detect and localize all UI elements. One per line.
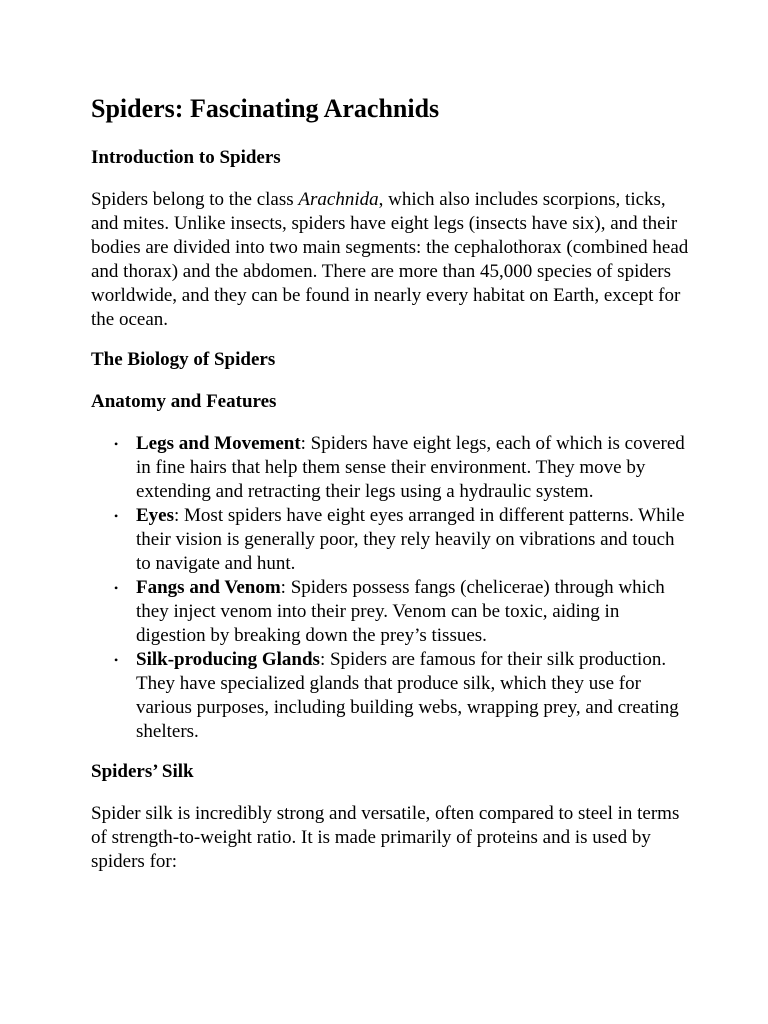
biology-heading: The Biology of Spiders	[91, 349, 276, 370]
bullet-icon: •	[114, 653, 119, 667]
list-item	[114, 504, 691, 576]
document-page	[91, 92, 691, 890]
bullet-icon: •	[114, 509, 119, 523]
list-item-term: Legs and Movement	[136, 433, 301, 454]
silk-paragraph: Spider silk is incredibly strong and versatile, often compared to steel in terms of strength-to-weight ratio. It is made primarily of proteins and is used by spiders for:	[91, 803, 680, 872]
list-item-text: : Spiders possess fangs (chelicerae) through which they inject venom into their prey. Venom can be toxic, aiding in digestion by breaking down the prey’s tissues.	[136, 577, 665, 646]
anatomy-list	[91, 432, 691, 744]
list-item-text: : Most spiders have eight eyes arranged in different patterns. While their vision is generally poor, they rely heavily on vibrations and touch to navigate and hunt.	[136, 505, 685, 574]
list-item-term: Silk-producing Glands	[136, 649, 320, 670]
list-item	[114, 648, 691, 744]
list-item-text: : Spiders are famous for their silk production. They have specialized glands that produce silk, which they use for various purposes, including building webs, wrapping prey, and creating shelters.	[136, 649, 679, 742]
list-item	[114, 576, 691, 648]
bullet-icon: •	[114, 437, 119, 451]
intro-paragraph	[91, 188, 691, 332]
intro-heading: Introduction to Spiders	[91, 147, 281, 168]
intro-italic-term: Arachnida	[298, 189, 379, 210]
bullet-icon: •	[114, 581, 119, 595]
list-item	[114, 432, 691, 504]
list-item-term: Eyes	[136, 505, 174, 526]
list-item-term: Fangs and Venom	[136, 577, 281, 598]
document-title: Spiders: Fascinating Arachnids	[91, 94, 440, 123]
intro-text-before: Spiders belong to the class	[91, 189, 299, 210]
anatomy-heading: Anatomy and Features	[91, 391, 277, 412]
intro-text-after: , which also includes scorpions, ticks, and mites. Unlike insects, spiders have eight legs (insects have six), and their bodies are divided into two main segments: the cephalothorax (combined head and thorax) and the abdomen. There are more than 45,000 species of spiders worldwide, and they can be found in nearly every habitat on Earth, except for the ocean.	[91, 189, 689, 330]
silk-heading: Spiders’ Silk	[91, 761, 194, 782]
list-item-text: : Spiders have eight legs, each of which is covered in fine hairs that help them sense their environment. They move by extending and retracting their legs using a hydraulic system.	[136, 433, 685, 502]
